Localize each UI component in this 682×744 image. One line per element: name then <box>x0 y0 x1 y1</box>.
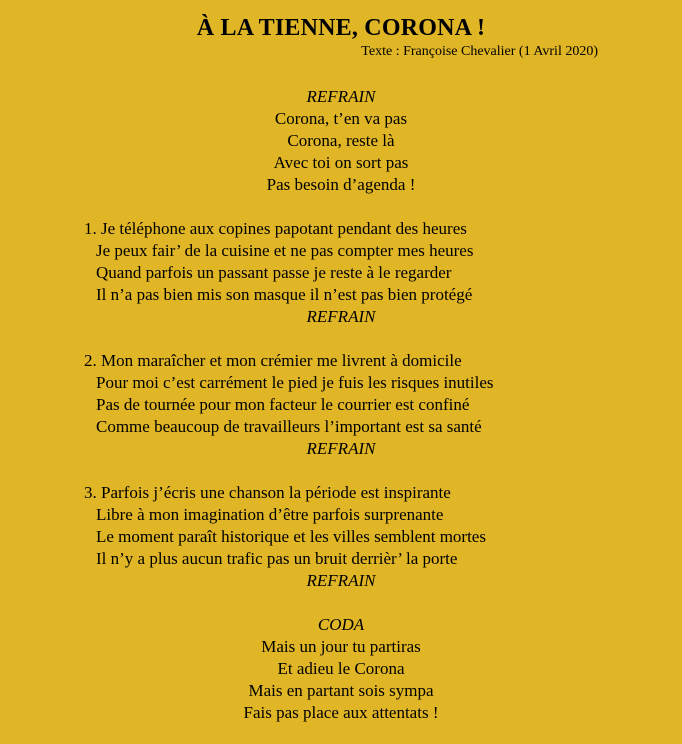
author-credit: Texte : Françoise Chevalier (1 Avril 2020) <box>361 44 598 59</box>
verse-1-line: Quand parfois un passant passe je reste à le regarder <box>96 263 452 282</box>
verse-1-line: Il n’a pas bien mis son masque il n’est pas bien protégé <box>96 285 473 304</box>
verse-1-refrain-label: REFRAIN <box>306 307 376 326</box>
verse-3-refrain-label: REFRAIN <box>306 571 376 590</box>
coda-line: Fais pas place aux attentats ! <box>243 703 439 722</box>
verse-2-line: Pas de tournée pour mon facteur le courrier est confiné <box>96 395 470 414</box>
verse-1-line: 1. Je téléphone aux copines papotant pendant des heures <box>84 219 467 238</box>
verse-2-line: Pour moi c’est carrément le pied je fuis les risques inutiles <box>96 373 494 392</box>
page-title: À LA TIENNE, CORONA ! <box>196 15 486 41</box>
refrain-line: Corona, reste là <box>287 131 395 150</box>
refrain-line: Corona, t’en va pas <box>274 109 408 128</box>
coda-heading: CODA <box>317 615 365 634</box>
refrain-line: Avec toi on sort pas <box>273 153 409 172</box>
verse-3-line: 3. Parfois j’écris une chanson la période est inspirante <box>84 483 451 502</box>
refrain-line: Pas besoin d’agenda ! <box>266 175 416 194</box>
verse-3-line: Libre à mon imagination d’être parfois surprenante <box>96 505 444 524</box>
verse-3-line: Il n’y a plus aucun trafic pas un bruit derrièr’ la porte <box>96 549 458 568</box>
verse-1-line: Je peux fair’ de la cuisine et ne pas compter mes heures <box>96 241 474 260</box>
verse-2-line: 2. Mon maraîcher et mon crémier me livrent à domicile <box>84 351 462 370</box>
refrain-heading: REFRAIN <box>306 87 376 106</box>
coda-line: Mais un jour tu partiras <box>261 637 421 656</box>
coda-line: Mais en partant sois sympa <box>248 681 434 700</box>
verse-3-line: Le moment paraît historique et les villes semblent mortes <box>96 527 486 546</box>
verse-2-refrain-label: REFRAIN <box>306 439 376 458</box>
verse-2-line: Comme beaucoup de travailleurs l’important est sa santé <box>96 417 482 436</box>
coda-line: Et adieu le Corona <box>277 659 405 678</box>
